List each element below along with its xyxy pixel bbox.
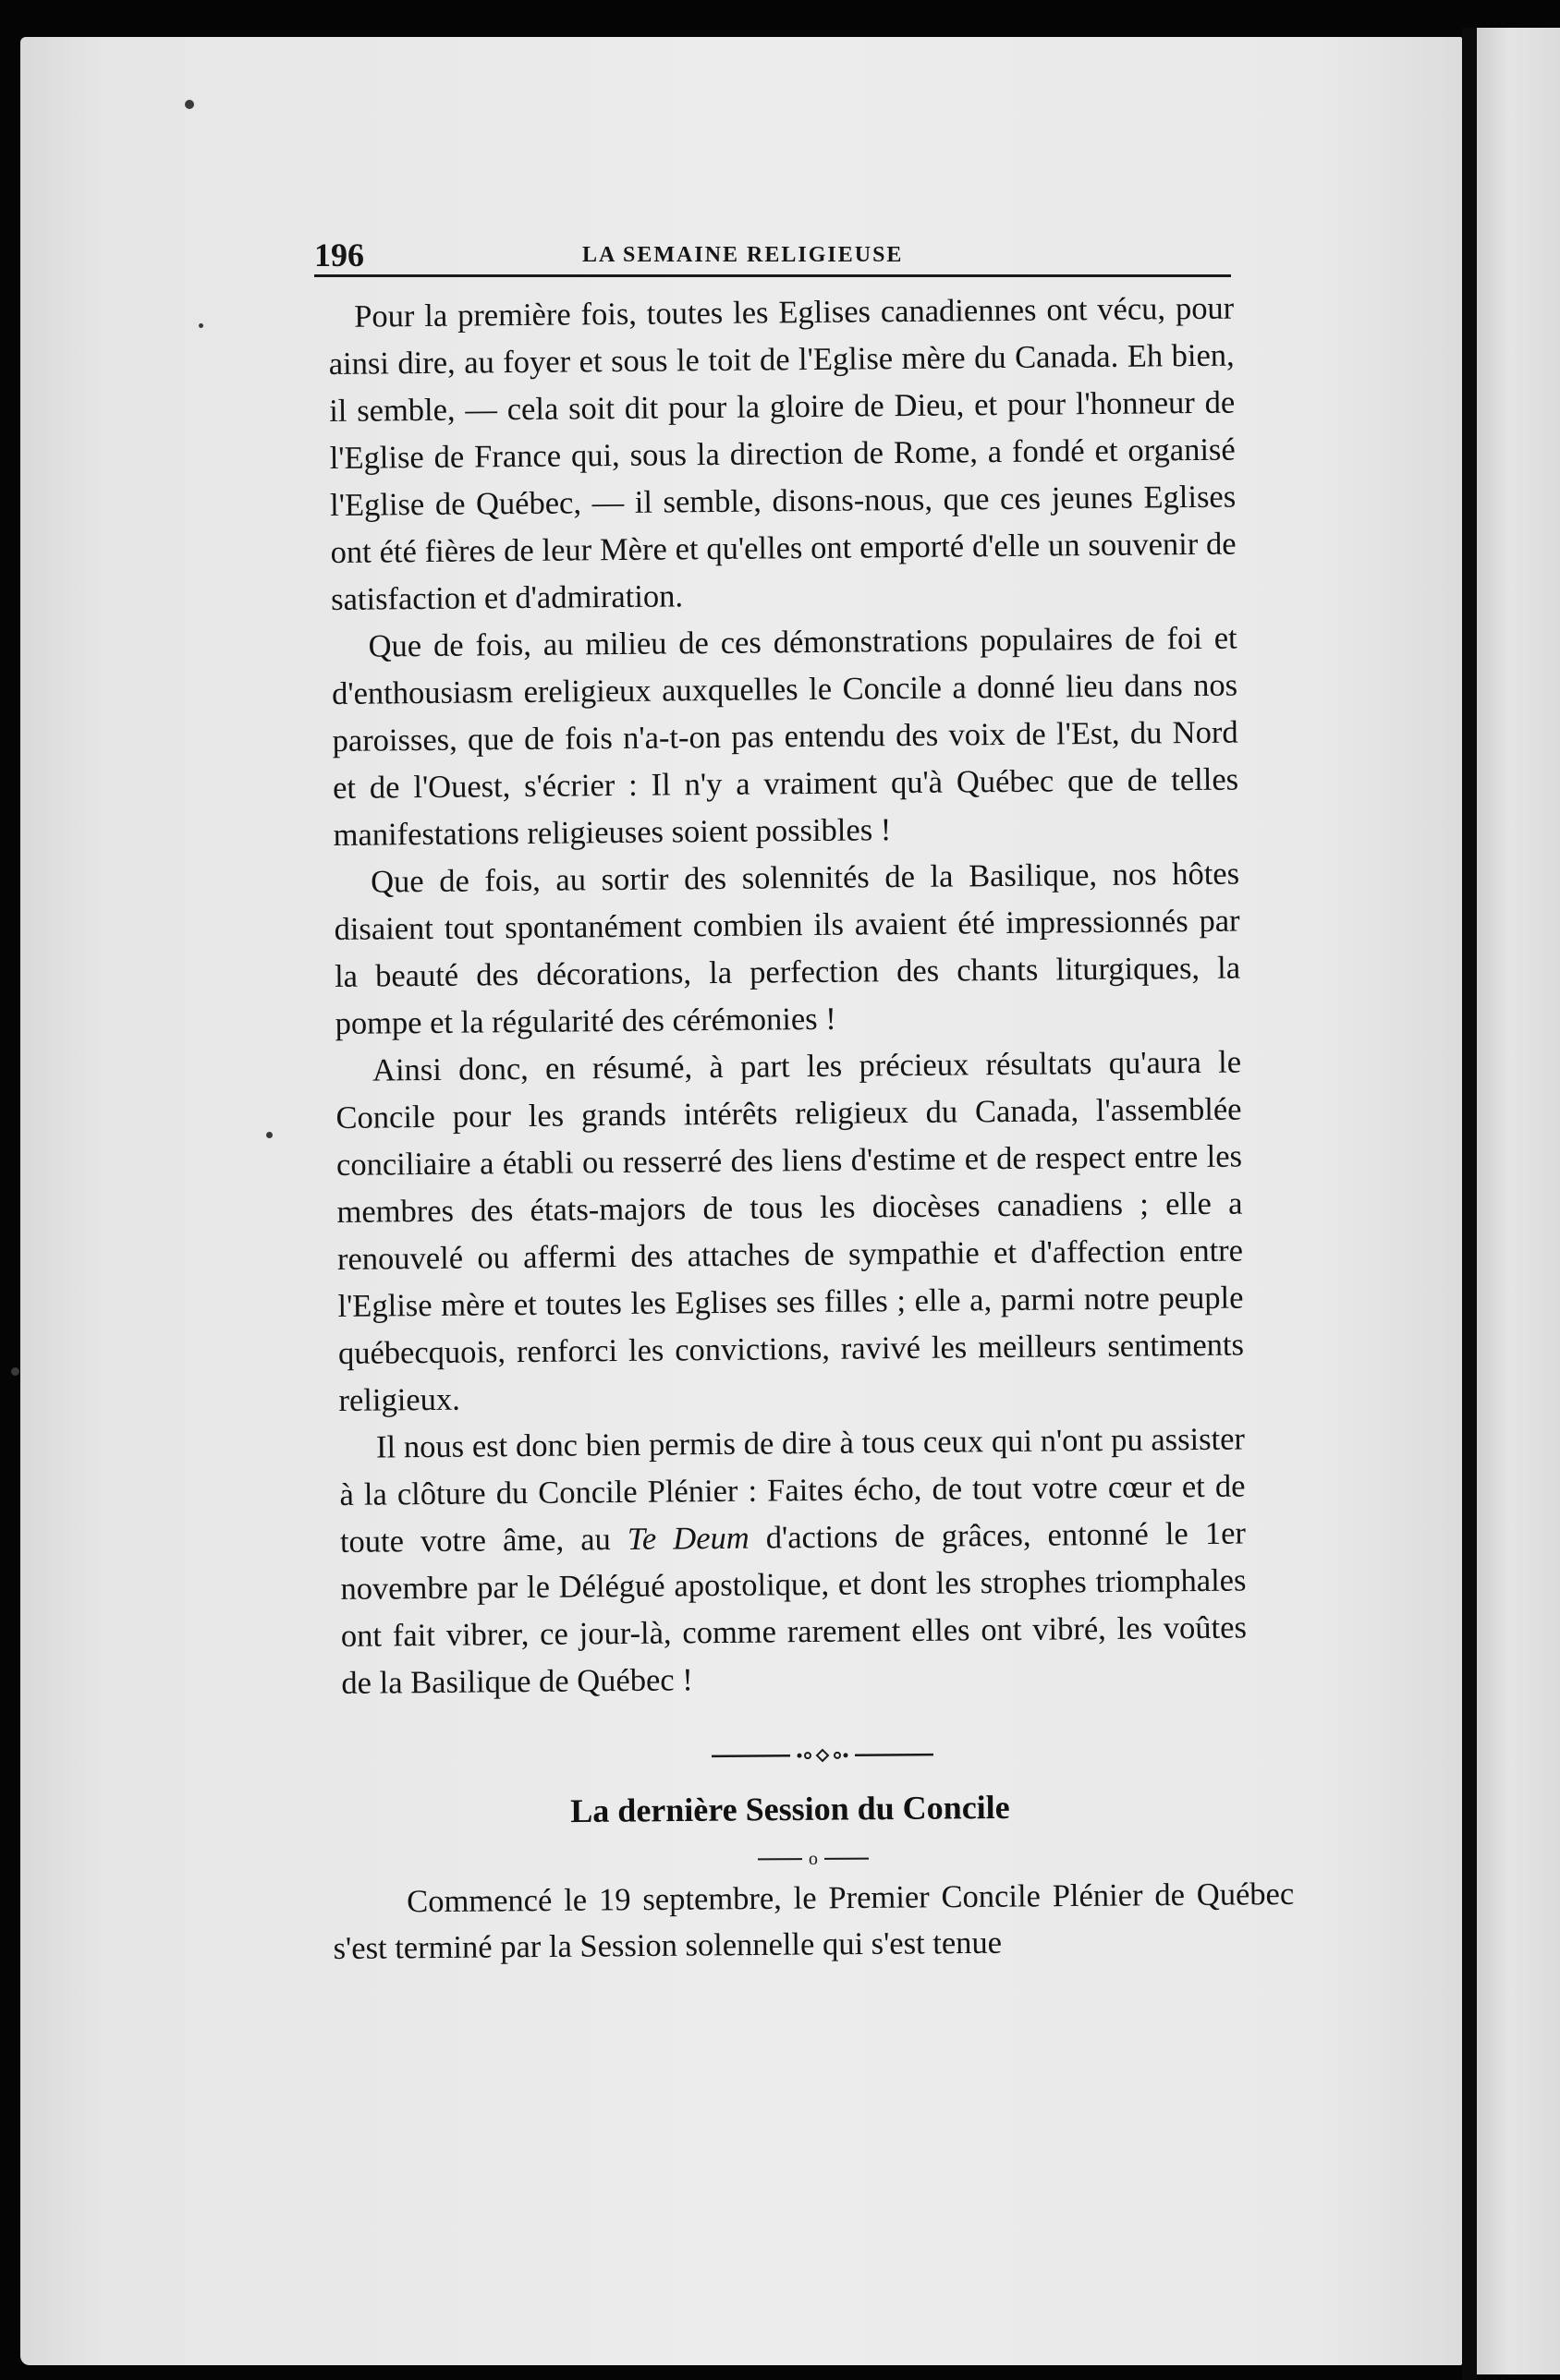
section-title: La dernière Session du Concile — [570, 1788, 1010, 1830]
paragraph-4: Ainsi donc, en résumé, à part les précieux résultats qu'aura le Concile pour les grands intérêts religieux du Canada, l'assemblée conciliaire a établi ou resserré des liens d'estime et de respect entre les membres des états-majors de tous les diocèses canadiens ; elle a renouvelé ou affermi des attaches de sympathie et d'affection entre l'Eglise mère et toutes les Eglises ses filles ; elle a, parmi notre peuple québecquois, renforci les convictions, ravivé les meilleurs sentiments religieux. — [335, 1044, 1245, 1418]
scan-speck — [266, 1132, 273, 1138]
page-number: 196 — [314, 237, 364, 273]
right-page-edge — [1477, 28, 1560, 2374]
book-gutter — [1462, 28, 1477, 2380]
title-separator — [758, 1848, 869, 1871]
paragraph-5-text-start: Il nous est donc bien permis de dire à tous ceux qui n'ont pu assister à la clôture du Concile Plénier : Faites écho, de tout votre cœur et de toute votre âme, au — [339, 1421, 1246, 1560]
separator-mark: o — [808, 1848, 819, 1870]
section-ornament — [712, 1741, 933, 1770]
te-deum-emphasis: Te Deum — [627, 1520, 750, 1557]
paragraph-2: Que de fois, au milieu de ces démonstrations populaires de foi et d'enthousiasm ereligieux auxquelles le Concile a donné lieu dans nos paroisses, que de fois n'a-t-on pas entendu des voix de l'Est, du Nord et de l'Ouest, s'écrier : Il n'y a vraiment qu'à Québec que de telles manifestations religieuses soient possibles ! — [331, 620, 1239, 853]
scan-speck — [185, 100, 194, 109]
scan-speck — [199, 323, 203, 328]
paragraph-5 — [339, 1416, 1248, 1707]
paragraph-1: Pour la première fois, toutes les Eglises canadiennes ont vécu, pour ainsi dire, au foyer et sous le toit de l'Eglise mère du Canada. Eh bien, il semble, — cela soit dit pour la gloire de Dieu, et pour l'honneur de l'Eglise de France qui, sous la direction de Rome, a fondé et organisé l'Eglise de Québec, — il semble, disons-nous, que ces jeunes Eglises ont été fières de leur Mère et qu'elles ont emporté d'elle un souvenir de satisfaction et d'admiration. — [328, 290, 1237, 617]
article-body — [328, 285, 1248, 1707]
scan-speck — [11, 1367, 19, 1376]
header-rule — [314, 274, 1231, 277]
section-body — [333, 1871, 1295, 1972]
paragraph-5-text-end: d'actions de grâces, entonné le 1er novembre par le Délégué apostolique, et dont les strophes triomphales ont fait vibrer, ce jour-là, comme rarement elles ont vibré, les voûtes de la Basilique de Québec ! — [340, 1515, 1248, 1701]
paragraph-3: Que de fois, au sortir des solennités de la Basilique, nos hôtes disaient tout spontanément combien ils avaient été impressionnés par la beauté des décorations, la perfection des chants liturgiques, la pompe et la régularité des cérémonies ! — [334, 856, 1241, 1041]
section-opening-paragraph: Commencé le 19 septembre, le Premier Concile Plénier de Québec s'est terminé par la Session solennelle qui s'est tenue — [333, 1876, 1295, 1966]
running-title: LA SEMAINE RELIGIEUSE — [582, 243, 904, 267]
